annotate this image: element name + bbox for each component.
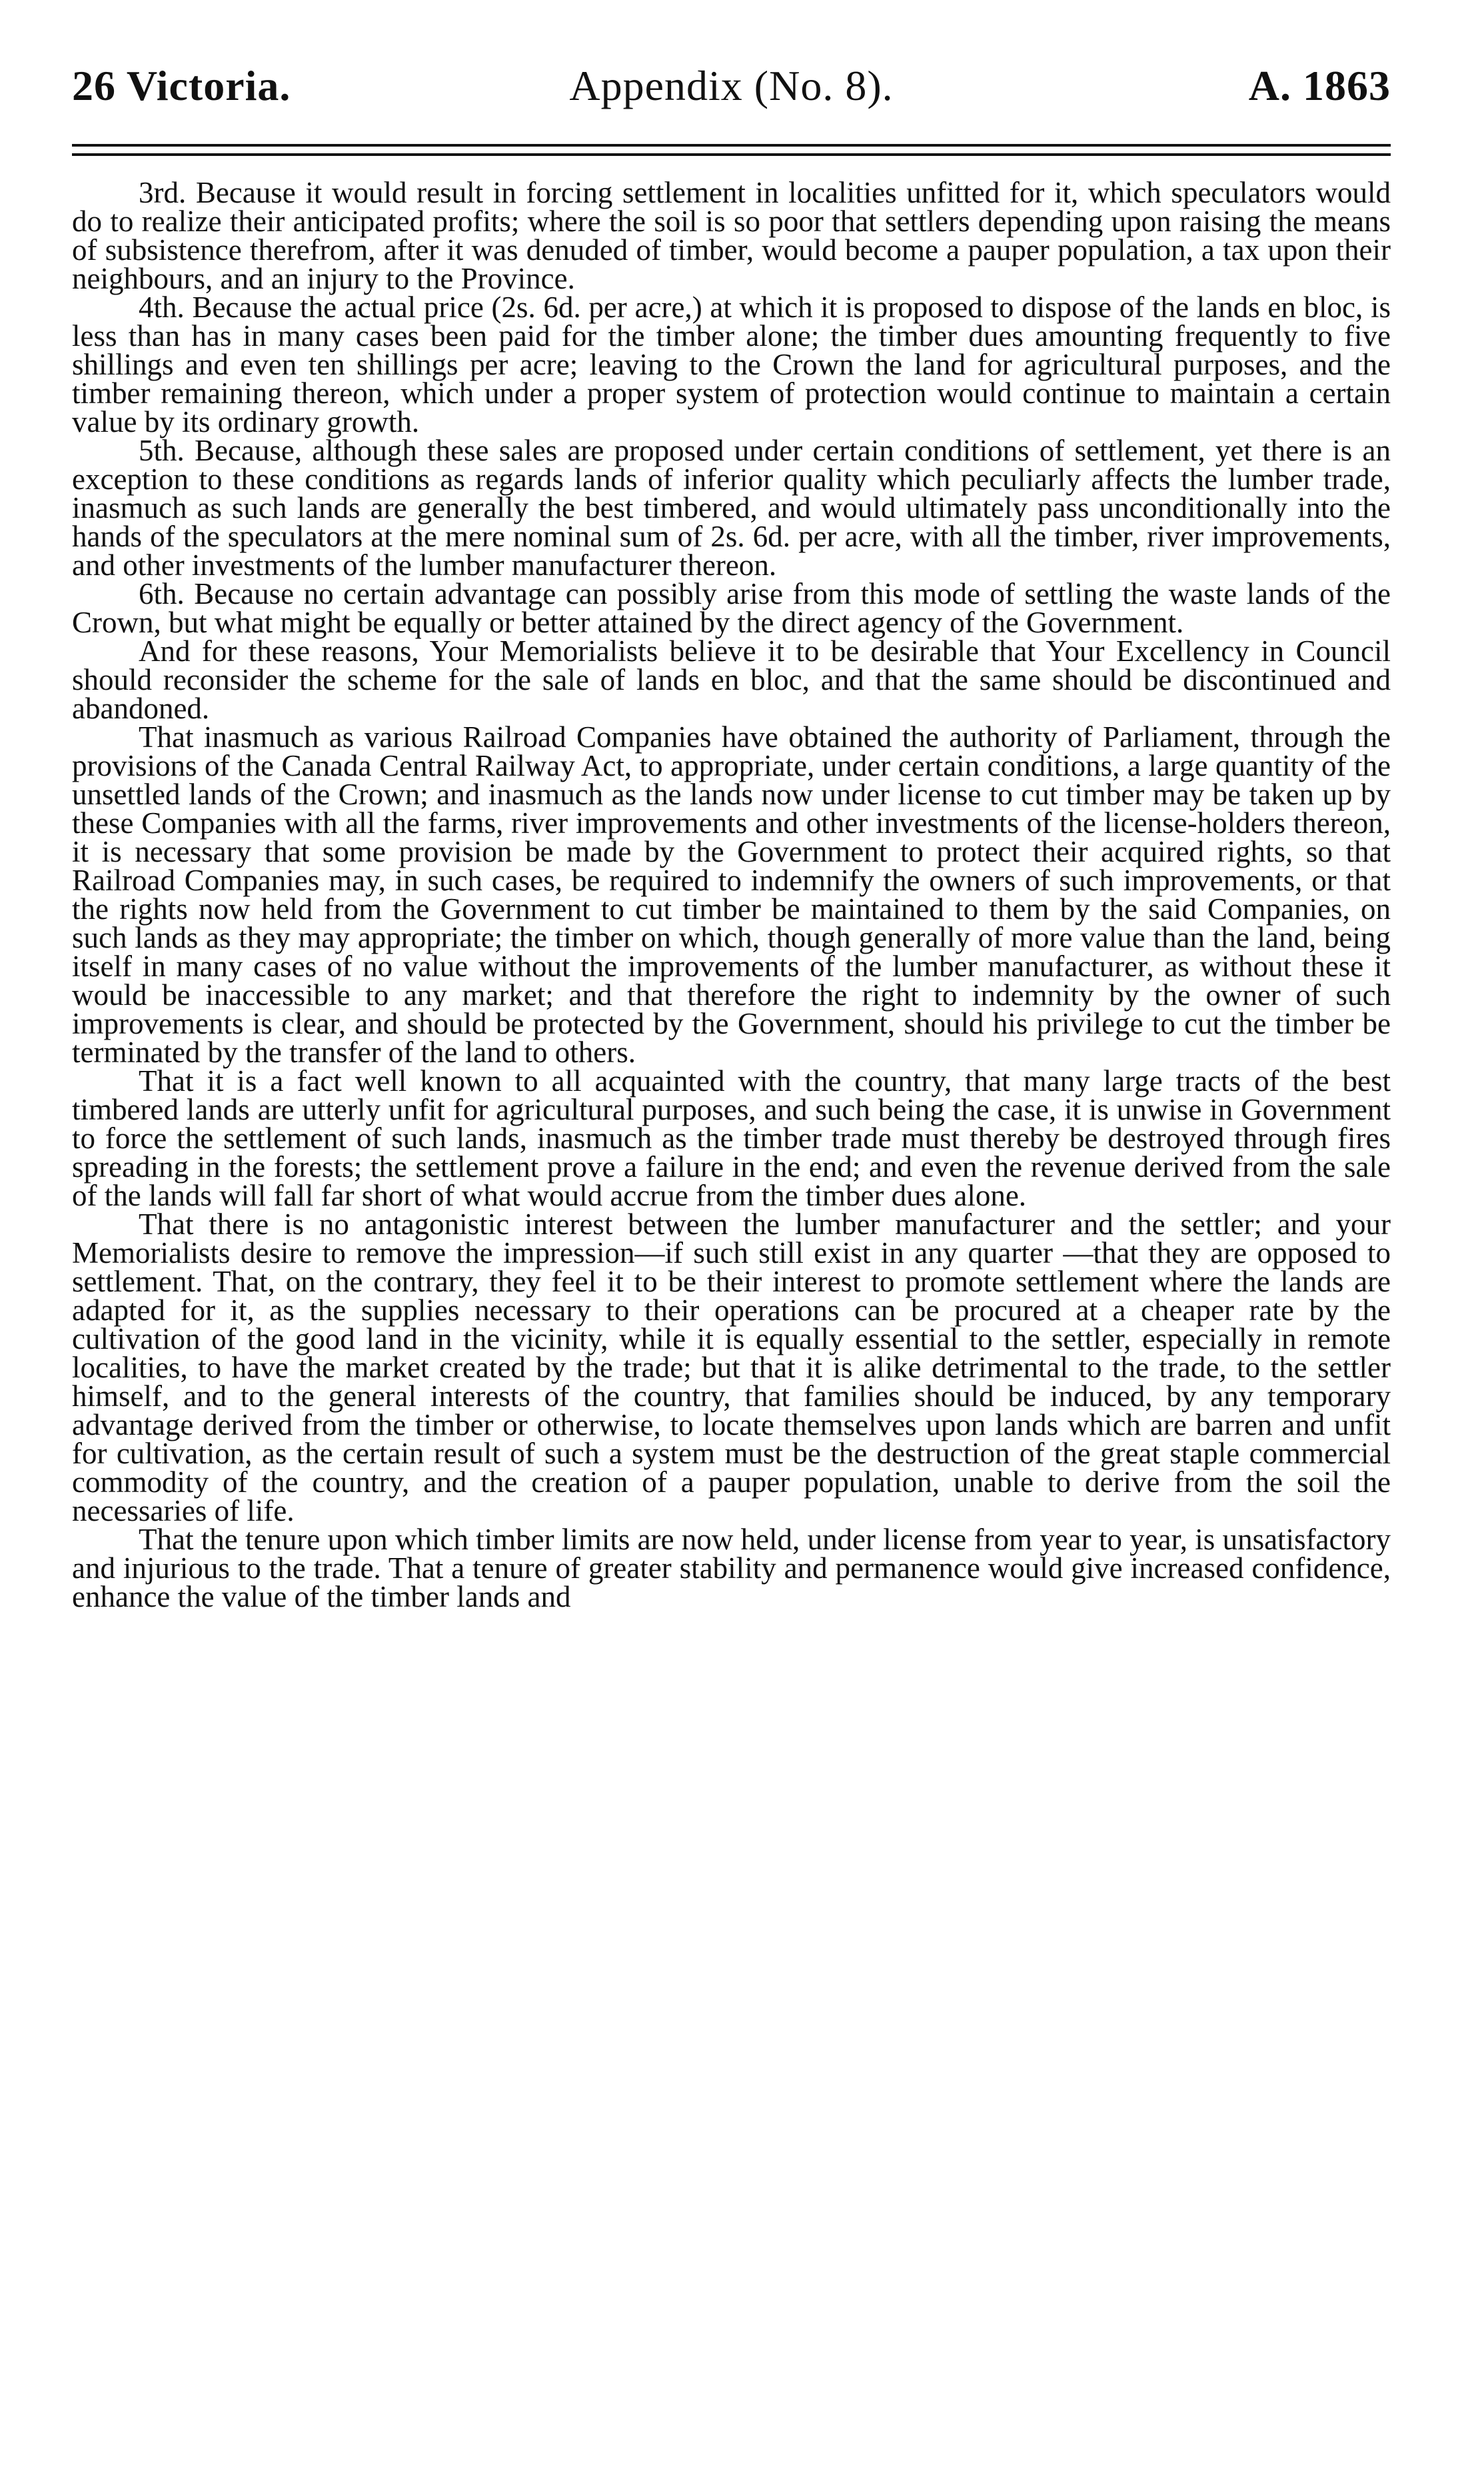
header-rule-top xyxy=(72,144,1391,147)
paragraph-third-reason: 3rd. Because it would result in forcing settlement in localities unfitted for it, which speculators would do to realize their anticipated profits; where the soil is so poor that settlers depending upon raising the means of subsistence therefrom, after it was denuded of timber, would become a pauper population, a tax upon their neighbours, and an injury to the Province. xyxy=(72,176,1391,295)
header-session: 26 Victoria. xyxy=(72,62,291,109)
header-year: A. 1863 xyxy=(1248,62,1391,109)
body-text xyxy=(72,176,1391,1613)
paragraph-tenure: That the tenure upon which timber limits are now held, under license from year to year, is unsatisfactory and injurious to the trade. That a tenure of greater stability and permanence would give increased confidence, enhance the value of the timber lands and xyxy=(72,1523,1391,1613)
page-header xyxy=(72,61,1391,121)
header-appendix: Appendix (No. 8). xyxy=(569,62,894,109)
header-rule-bottom xyxy=(72,153,1391,156)
paragraph-no-antagonism: That there is no antagonistic interest between the lumber manufacturer and the settler; and your Memorialists desire to remove the impression—if such still exist in any quarter —that they are opposed to settlement. That, on the contrary, they feel it to be their interest to promote settlement where the lands are adapted for it, as the supplies necessary to their operations can be procured at a cheaper rate by the cultivation of the good land in the vicinity, while it is equally essential to the settler, especially in remote localities, to have the market created by the trade; but that it is alike detrimental to the trade, to the settler himself, and to the general interests of the country, that families should be induced, by any temporary advantage derived from the timber or otherwise, to locate themselves upon lands which are barren and unfit for cultivation, as the certain result of such a system must be the destruction of the great staple commercial commodity of the country, and the creation of a pauper population, unable to derive from the soil the necessaries of life. xyxy=(72,1208,1391,1527)
paragraph-fifth-reason: 5th. Because, although these sales are proposed under certain conditions of settlement, yet there is an exception to these conditions as regards lands of inferior quality which peculiarly affects the lumber trade, inasmuch as such lands are generally the best timbered, and would ultimately pass unconditionally into the hands of the speculators at the mere nominal sum of 2s. 6d. per acre, with all the timber, river improvements, and other investments of the lumber manufacturer thereon. xyxy=(72,434,1391,582)
paragraph-timbered-lands: That it is a fact well known to all acquainted with the country, that many large tracts of the best timbered lands are utterly unfit for agricultural purposes, and such being the case, it is unwise in Government to force the settlement of such lands, inasmuch as the timber trade must thereby be destroyed through fires spreading in the forests; the settlement prove a failure in the end; and even the revenue derived from the sale of the lands will fall far short of what would accrue from the timber dues alone. xyxy=(72,1064,1391,1212)
paragraph-conclusion: And for these reasons, Your Memorialists believe it to be desirable that Your Excellency in Council should reconsider the scheme for the sale of lands en bloc, and that the same should be discontinued and abandoned. xyxy=(72,634,1391,725)
paragraph-railroad: That inasmuch as various Railroad Companies have obtained the authority of Parliament, through the provisions of the Canada Central Railway Act, to appropriate, under certain conditions, a large quantity of the unsettled lands of the Crown; and inasmuch as the lands now under license to cut timber may be taken up by these Companies with all the farms, river improvements and other investments of the license-holders thereon, it is necessary that some provision be made by the Government to protect their acquired rights, so that Railroad Companies may, in such cases, be required to indemnify the owners of such improvements, or that the rights now held from the Government to cut timber be maintained to them by the said Companies, on such lands as they may appropriate; the timber on which, though generally of more value than the land, being itself in many cases of no value without the improvements of the lumber manufacturer, as without these it would be inaccessible to any market; and that therefore the right to indemnity by the owner of such improvements is clear, and should be protected by the Government, should his privilege to cut the timber be terminated by the transfer of the land to others. xyxy=(72,720,1391,1069)
paragraph-sixth-reason: 6th. Because no certain advantage can possibly arise from this mode of settling the waste lands of the Crown, but what might be equally or better attained by the direct agency of the Government. xyxy=(72,577,1391,639)
paragraph-fourth-reason: 4th. Because the actual price (2s. 6d. per acre,) at which it is proposed to dispose of the lands en bloc, is less than has in many cases been paid for the timber alone; the timber dues amounting frequently to five shillings and even ten shillings per acre; leaving to the Crown the land for agricultural purposes, and the timber remaining thereon, which under a proper system of protection would continue to maintain a certain value by its ordinary growth. xyxy=(72,291,1391,438)
